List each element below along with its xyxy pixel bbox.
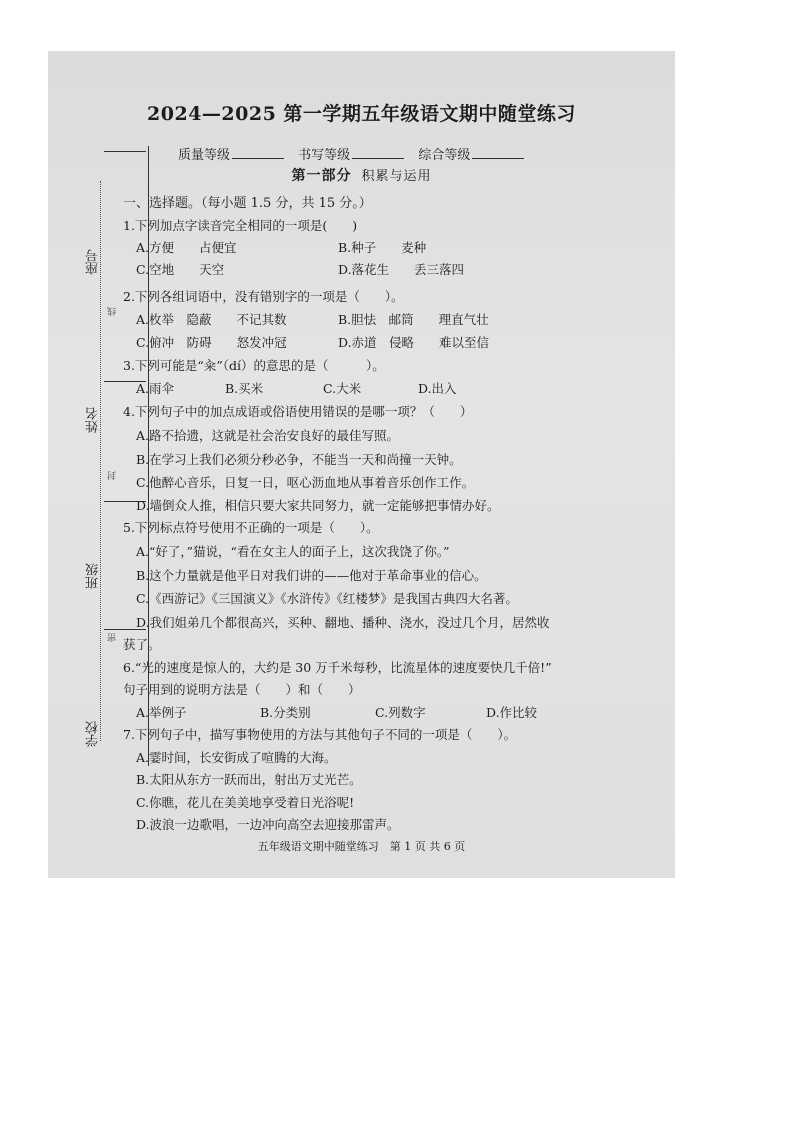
question-1: 1.下列加点字读音完全相同的一项是( ) bbox=[123, 218, 358, 233]
question-2: 2.下列各组词语中，没有错别字的一项是（ ）。 bbox=[123, 289, 404, 304]
overall-grade-label: 综合等级 bbox=[418, 148, 471, 163]
question-5: 5.下列标点符号使用不正确的一项是（ ）。 bbox=[123, 520, 379, 535]
q2-option-d[interactable]: D.赤道 侵略 难以至信 bbox=[338, 335, 490, 350]
part-heading bbox=[48, 165, 675, 185]
seat-label: 座号 bbox=[86, 249, 101, 275]
q4-option-a[interactable]: A.路不拾遗，这就是社会治安良好的最佳写照。 bbox=[136, 428, 400, 443]
part-label: 第一部分 bbox=[291, 168, 352, 184]
q1-option-b[interactable]: B.种子 麦种 bbox=[338, 240, 427, 255]
q5-option-b[interactable]: B.这个力量就是他平日对我们讲的——他对于革命事业的信心。 bbox=[136, 568, 487, 583]
q2-option-c[interactable]: C.俯冲 防碍 怒发冲冠 bbox=[136, 335, 287, 350]
question-7: 7.下列句子中，描写事物使用的方法与其他句子不同的一项是（ ）。 bbox=[123, 727, 517, 742]
part-subtitle: 积累与运用 bbox=[361, 169, 432, 184]
q1-option-c[interactable]: C.空地 天空 bbox=[136, 262, 225, 277]
q3-option-c[interactable]: C.大米 bbox=[323, 381, 362, 396]
section-heading: 一、选择题。（每小题 1.5 分，共 15 分。） bbox=[123, 196, 372, 211]
q7-option-b[interactable]: B.太阳从东方一跃而出，射出万丈光芒。 bbox=[136, 772, 362, 787]
question-6: 6.“光的速度是惊人的，大约是 30 万千米每秒，比流星体的速度要快几千倍!” bbox=[123, 660, 552, 675]
q3-option-b[interactable]: B.买米 bbox=[225, 381, 264, 396]
name-label: 姓名 bbox=[86, 407, 101, 433]
q7-option-c[interactable]: C.你瞧，花儿在美美地享受着日光浴呢! bbox=[136, 795, 355, 810]
secret-mark: 密 bbox=[108, 633, 118, 642]
q7-option-d[interactable]: D.波浪一边歌唱，一边冲向高空去迎接那雷声。 bbox=[136, 817, 400, 832]
q6-option-c[interactable]: C.列数字 bbox=[375, 705, 426, 720]
q4-option-d[interactable]: D.墙倒众人推，相信只要大家共同努力，就一定能够把事情办好。 bbox=[136, 498, 500, 513]
q3-option-a[interactable]: A.雨伞 bbox=[136, 381, 175, 396]
q4-option-c[interactable]: C.他醉心音乐，日复一日，呕心沥血地从事着音乐创作工作。 bbox=[136, 475, 475, 490]
quality-grade-field[interactable] bbox=[232, 146, 284, 159]
writing-grade-label: 书写等级 bbox=[298, 148, 351, 163]
q5-option-c[interactable]: C.《西游记》《三国演义》《水浒传》《红楼梦》是我国古典四大名著。 bbox=[136, 591, 518, 606]
exam-title: 2024—2025 第一学期五年级语文期中随堂练习 bbox=[147, 103, 576, 125]
line-mark: 线 bbox=[108, 307, 118, 316]
q1-option-a[interactable]: A.方便 占便宜 bbox=[136, 240, 237, 255]
seal-mark: 封 bbox=[108, 471, 118, 480]
question-6-prompt: 句子用到的说明方法是（ ）和（ ） bbox=[123, 682, 361, 697]
writing-grade-field[interactable] bbox=[352, 146, 404, 159]
q6-option-a[interactable]: A.举例子 bbox=[136, 705, 187, 720]
page-footer: 五年级语文期中随堂练习 第 1 页 共 6 页 bbox=[257, 840, 466, 853]
overall-grade-field[interactable] bbox=[472, 146, 524, 159]
school-label: 学校 bbox=[86, 721, 101, 747]
q6-option-d[interactable]: D.作比较 bbox=[486, 705, 538, 720]
q5-option-a[interactable]: A.“好了，”猫说，“看在女主人的面子上，这次我饶了你。” bbox=[136, 544, 450, 559]
q6-option-b[interactable]: B.分类别 bbox=[260, 705, 311, 720]
question-4: 4.下列句子中的加点成语或俗语使用错误的是哪一项？（ ） bbox=[123, 404, 473, 419]
exam-sheet bbox=[48, 51, 675, 878]
q2-option-a[interactable]: A.枚举 隐蔽 不记其数 bbox=[136, 312, 287, 327]
quality-grade-label: 质量等级 bbox=[178, 148, 231, 163]
q4-option-b[interactable]: B.在学习上我们必须分秒必争，不能当一天和尚撞一天钟。 bbox=[136, 452, 462, 467]
q7-option-a[interactable]: A.霎时间，长安街成了喧腾的大海。 bbox=[136, 750, 337, 765]
grade-row bbox=[178, 144, 534, 163]
class-label: 班级 bbox=[86, 563, 101, 589]
q2-option-b[interactable]: B.胆怯 邮筒 理直气壮 bbox=[338, 312, 489, 327]
seat-blank bbox=[104, 151, 146, 152]
question-3: 3.下列可能是“籴”（dí）的意思的是（ ）。 bbox=[123, 358, 385, 373]
q1-option-d[interactable]: D.落花生 丢三落四 bbox=[338, 262, 465, 277]
q5-option-d-continued: 获了。 bbox=[123, 637, 161, 652]
q3-option-d[interactable]: D.出入 bbox=[418, 381, 457, 396]
q5-option-d[interactable]: D.我们姐弟几个都很高兴，买种、翻地、播种、浇水，没过几个月，居然收 bbox=[136, 615, 550, 630]
